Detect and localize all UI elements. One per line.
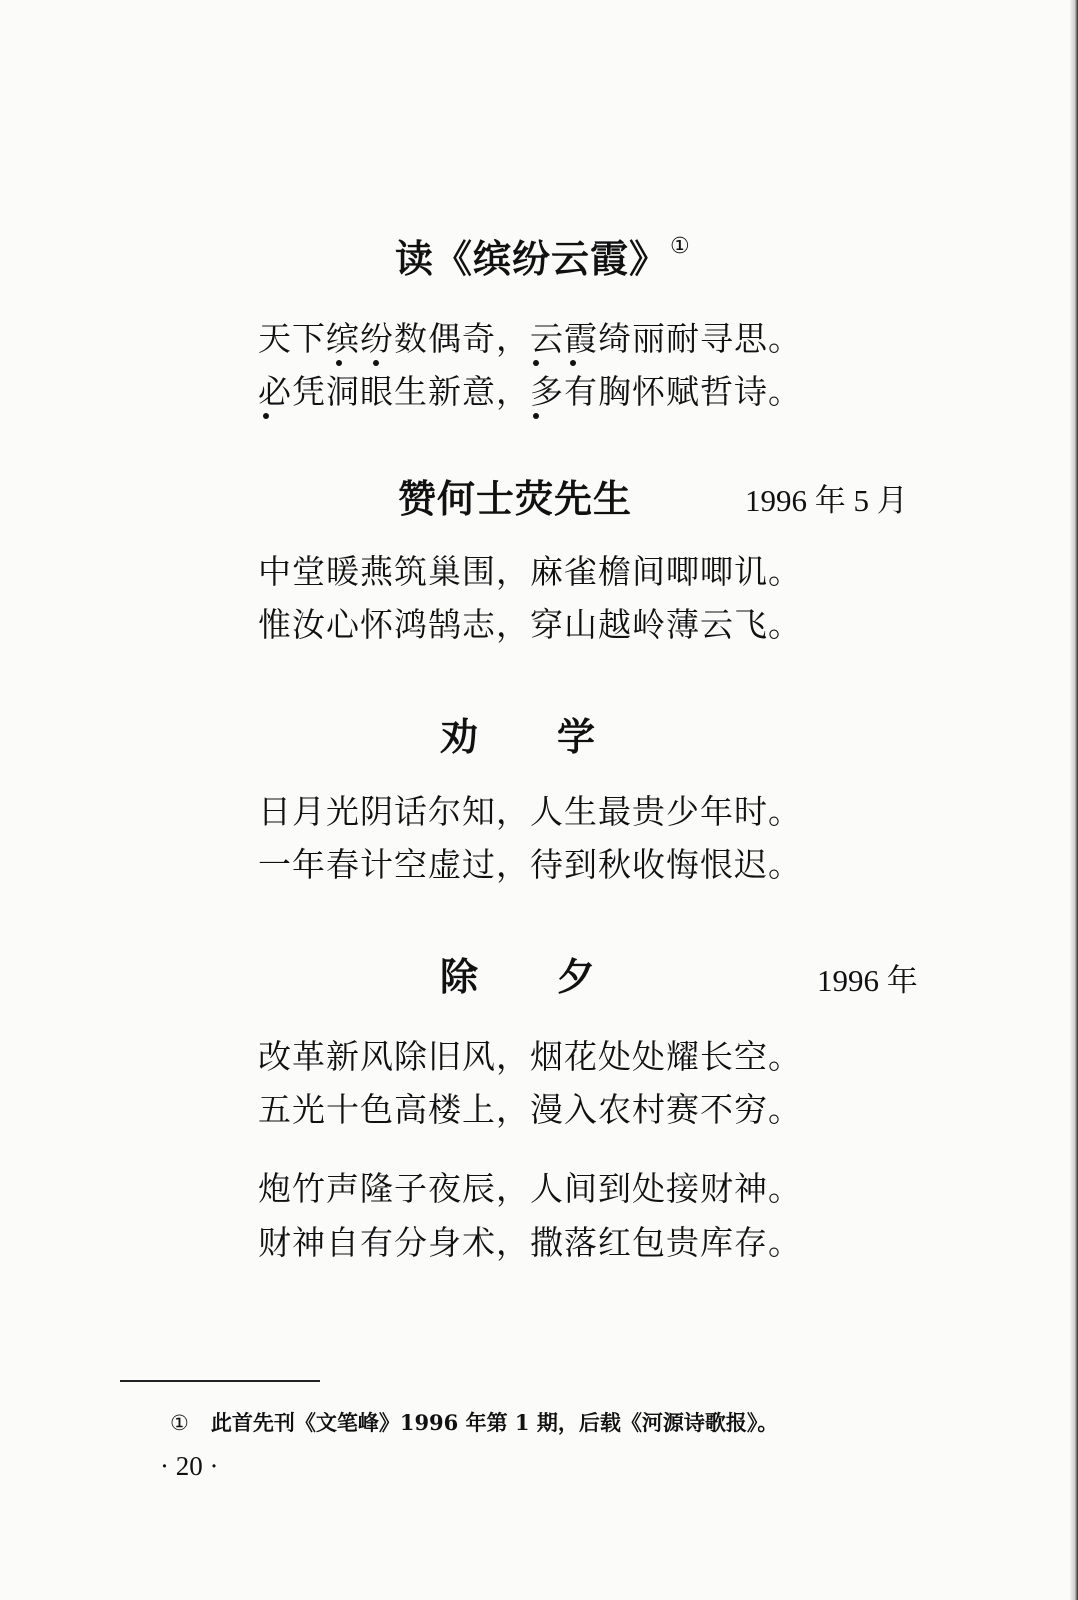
footnote-reference: ① xyxy=(670,234,691,259)
poem-date: 1996 年 5 月 xyxy=(745,483,908,518)
footnote-rule xyxy=(120,1380,320,1382)
page-number: · 20 · xyxy=(160,1451,219,1481)
emphasis-dot xyxy=(533,360,539,366)
footnote-text: 此首先刊《文笔峰》1996 年第 1 期，后载《河源诗歌报》。 xyxy=(210,1410,779,1435)
footnote xyxy=(170,1412,778,1434)
emphasis-dot xyxy=(263,413,269,419)
emphasis-dot xyxy=(336,360,342,366)
poem-line: 改革新风除旧风，烟花处处耀长空。 xyxy=(258,1037,802,1076)
poem-title xyxy=(395,234,691,281)
footnote-mark: ① xyxy=(170,1411,189,1435)
poem-line: 中堂暖燕筑巢围，麻雀檐间唧唧讥。 xyxy=(258,552,802,591)
poem-line: 一年春计空虚过，待到秋收悔恨迟。 xyxy=(258,845,802,884)
poem-line: 天下缤纷数偶奇，云霞绮丽耐寻思。 xyxy=(258,319,802,358)
poem-line: 日月光阴话尔知，人生最贵少年时。 xyxy=(258,792,802,831)
poem-title: 除 夕 xyxy=(440,955,597,999)
poem-date: 1996 年 xyxy=(817,963,918,998)
poem-line: 必凭洞眼生新意，多有胸怀赋哲诗。 xyxy=(258,372,802,411)
poem-title-text: 读《缤纷云霞》 xyxy=(395,237,669,281)
emphasis-dot xyxy=(570,360,576,366)
poem-title: 赞何士荧先生 xyxy=(398,477,633,521)
poem-line: 炮竹声隆子夜辰，人间到处接财神。 xyxy=(258,1169,802,1208)
poem-line: 财神自有分身术，撒落红包贵库存。 xyxy=(258,1223,802,1262)
poem-line: 惟汝心怀鸿鹄志，穿山越岭薄云飞。 xyxy=(258,605,802,644)
poem-line: 五光十色高楼上，漫入农村赛不穷。 xyxy=(258,1090,802,1129)
emphasis-dot xyxy=(533,413,539,419)
page-edge-shadow xyxy=(1070,0,1078,1600)
poem-title: 劝 学 xyxy=(440,715,597,759)
emphasis-dot xyxy=(373,360,379,366)
